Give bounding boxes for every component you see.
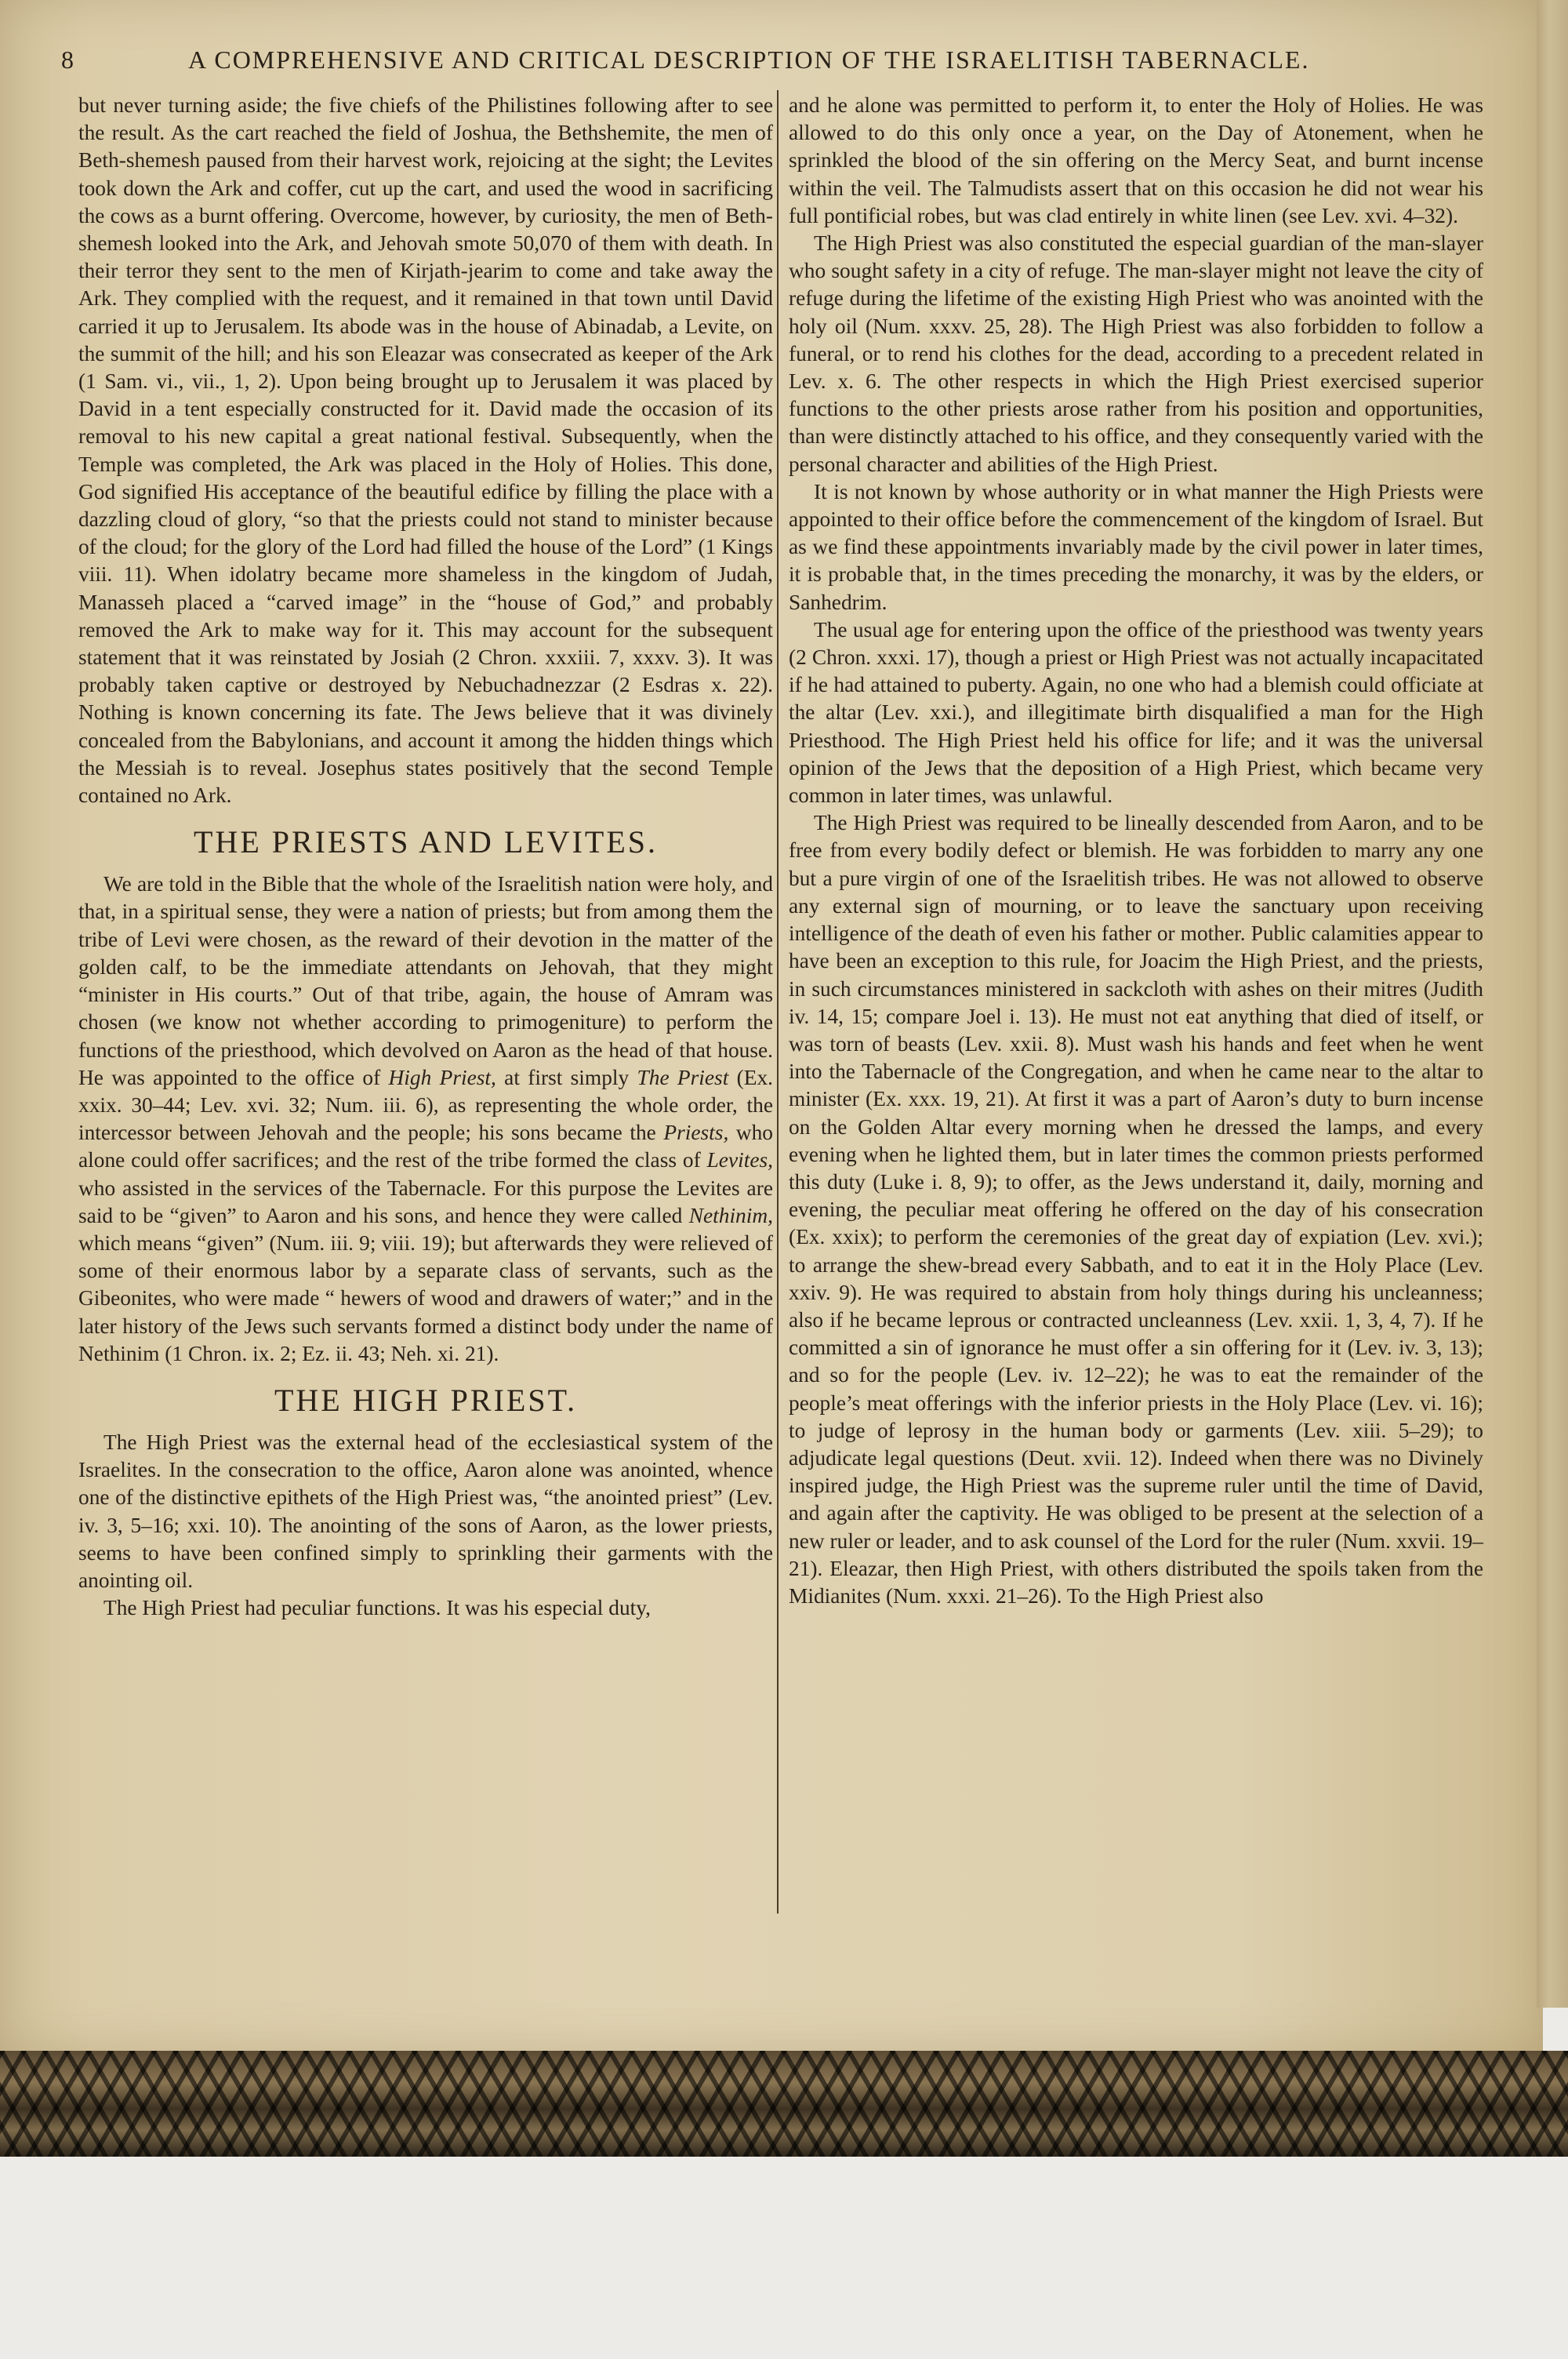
italic-term: Levites, [706, 1148, 773, 1172]
running-head [0, 45, 1543, 80]
text-run: at first simply [495, 1065, 637, 1089]
left-column [78, 92, 773, 1622]
column-divider [777, 90, 779, 1914]
text-run: which means “given” (Num. iii. 9; viii. 19); but afterwards they were relieved of some of their enormous labor by a separate class of servants, such as the Gibeonites, who were made “ hewers of wood and drawers of water;” and in the later history of the Jews such servants formed a distinct body under the name of Nethinim (1 Chron. ix. 2; Ez. ii. 43; Neh. xi. 21). [78, 1230, 773, 1365]
italic-term: High Priest, [388, 1065, 496, 1089]
heading-high-priest: THE HIGH PRIEST. [274, 1382, 578, 1418]
page-number: 8 [61, 45, 74, 74]
right-column [789, 92, 1483, 1610]
text-run: who assisted in the services of the Tabernacle. For this purpose the Levites are said to be “given” to Aaron and his sons, and hence they were called [78, 1176, 773, 1227]
paragraph-age: The usual age for entering upon the office of the priesthood was twenty years (2 Chron. xxxi. 17), though a priest or High Priest was not actually incapacitated if he had attained to puberty. Again, no one who had a blemish could officiate at the altar (Lev. xxi.), and illegitimate birth disqualified a man for the High Priesthood. The High Priest held his office for life; and it was the universal opinion of the Jews that the deposition of a High Priest, which became very common in later times, was unlawful. [789, 617, 1483, 808]
paragraph-ark-history: but never turning aside; the five chiefs of the Philistines following after to see the result. As the cart reached the field of Joshua, the Bethshemite, the men of Beth-shemesh paused from their harvest work, rejoicing at the sight; the Levites took down the Ark and coffer, cut up the cart, and used the wood in sacrificing the cows as a burnt offering. Overcome, however, by curiosity, the men of Beth-shemesh looked into the Ark, and Jehovah smote 50,070 of them with death. In their terror they sent to the men of Kirjath-jearim to come and take away the Ark. They complied with the request, and it remained in that town until David carried it up to Jerusalem. Its abode was in the house of Abinadab, a Levite, on the summit of the hill; and his son Eleazar was consecrated as keeper of the Ark (1 Sam. vi., vii., 1, 2). Upon being brought up to Jerusalem it was placed by David in a tent especially constructed for it. David made the occasion of its removal to his new capital a great national festival. Subsequently, when the Temple was completed, the Ark was placed in the Holy of Holies. This done, God signified His acceptance of the beautiful edifice by filling the place with a dazzling cloud of glory, “so that the priests could not stand to minister because of the cloud; for the glory of the Lord had filled the house of the Lord” (1 Kings viii. 11). When idolatry became more shameless in the kingdom of Judah, Manasseh placed a “carved image” in the “house of God,” and probably removed the Ark to make way for it. This may account for the subsequent statement that it was reinstated by Josiah (2 Chron. xxxiii. 7, xxxv. 3). It was probably taken captive or destroyed by Nebuchadnezzar (2 Esdras x. 22). Nothing is known concerning its fate. The Jews believe that it was divinely concealed from the Babylonians, and account it among the hidden things which the Messiah is to reveal. Josephus states positively that the second Temple contained no Ark. [78, 93, 773, 808]
running-title: A COMPREHENSIVE AND CRITICAL DESCRIPTION OF THE ISRAELITISH TABERNACLE. [188, 45, 1310, 74]
paragraph-guardian: The High Priest was also constituted the especial guardian of the man-slayer who sought safety in a city of refuge. The man-slayer might not leave the city of refuge during the lifetime of the existing High Priest who was anointed with the holy oil (Num. xxxv. 25, 28). The High Priest was also forbidden to follow a funeral, or to rend his clothes for the dead, according to a precedent related in Lev. x. 6. The other respects in which the High Priest exercised superior functions to the other priests arose rather from his position and opportunities, than were distinctly attached to his office, and they consequently varied with the personal character and abilities of the High Priest. [789, 231, 1483, 476]
paragraph-appointment: It is not known by whose authority or in what manner the High Priests were appointed to their office before the commencement of the kingdom of Israel. But as we find these appointments invariably made by the civil power in later times, it is probable that, in the times preceding the monarchy, it was by the elders, or Sanhedrim. [789, 479, 1483, 614]
text-run: who alone could offer sacrifices; and the rest of the tribe formed the class of [78, 1121, 773, 1172]
italic-term: Nethinim, [688, 1203, 773, 1227]
book-binding-edge [0, 2051, 1568, 2157]
paragraph-priests-levites [78, 871, 773, 1368]
paragraph-holy-of-holies: and he alone was permitted to perform it, to enter the Holy of Holies. He was allowed to do this only once a year, on the Day of Atonement, when he sprinkled the blood of the sin offering on the Mercy Seat, and burnt incense within the veil. The Talmudists assert that on this occasion he did not wear his full pontificial robes, but was clad entirely in white linen (see Lev. xvi. 4–32). [789, 93, 1483, 227]
paragraph-requirements: The High Priest was required to be lineally descended from Aaron, and to be free from every bodily defect or blemish. He was forbidden to marry any one but a pure virgin of one of the Israelitish tribes. He was not allowed to observe any external sign of mourning, or to leave the sanctuary upon receiving intelligence of the death of even his father or mother. Public calamities appear to have been an exception to this rule, for Joacim the High Priest, and the priests, in such circumstances ministered in sackcloth with ashes on their mitres (Judith iv. 14, 15; compare Joel i. 13). He must not eat anything that died of itself, or was torn of beasts (Lev. xxii. 8). Must wash his hands and feet when he went into the Tabernacle of the Congregation, and when he came near to the altar to minister (Ex. xxx. 19, 21). At first it was a part of Aaron’s duty to burn incense on the Golden Altar every morning when he dressed the lamps, and every evening when he lighted them, but in later times the common priests performed this duty (Luke i. 8, 9); to offer, as the Jews understand it, daily, morning and evening, the peculiar meat offering he offered on the day of his consecration (Ex. xxix); to perform the ceremonies of the great day of expiation (Lev. xvi.); to arrange the shew-bread every Sabbath, and to eat it in the Holy Place (Lev. xxiv. 9). He was required to abstain from holy things during his uncleanness; also if he became leprous or contracted uncleanness (Lev. xxii. 1, 3, 4, 7). If he committed a sin of ignorance he must offer a sin offering for it (Lev. iv. 3, 13); and so for the people (Lev. iv. 12–22); he was to eat the remainder of the people’s meat offerings with the inferior priests in the Holy Place (Lev. vi. 16); to judge of leprosy in the human body or garments (Lev. xiii. 5–29); to adjudicate legal questions (Deut. xvii. 12). Indeed when there was no Divinely inspired judge, the High Priest was the supreme ruler until the time of David, and again after the captivity. He was obliged to be present at the selection of a new ruler or leader, and to ask counsel of the Lord for the ruler (Num. xxvii. 19–21). Eleazar, then High Priest, with others distributed the spoils taken from the Midianites (Num. xxxi. 21–26). To the High Priest also [789, 811, 1483, 1608]
text-run: (Ex. xxix. 30–44; Lev. xvi. 32; Num. iii. 6), as representing the whole order, the intercessor between Jehovah and the people; his sons became the [78, 1065, 774, 1145]
paragraph-high-priest-head: The High Priest was the external head of the ecclesiastical system of the Israelites. In the consecration to the office, Aaron alone was anointed, whence one of the distinctive epithets of the High Priest was, “the anointed priest” (Lev. iv. 3, 5–16; xxi. 10). The anointing of the sons of Aaron, as the lower priests, seems to have been confined simply to sprinkling their garments with the anointing oil. [78, 1430, 773, 1592]
heading-priests-and-levites: THE PRIESTS AND LEVITES. [194, 824, 658, 860]
text-run: We are told in the Bible that the whole of the Israelitish nation were holy, and that, in a spiritual sense, they were a nation of priests; but from among them the tribe of Levi were chosen, as the reward of their devotion in the matter of the golden calf, to be the immediate attendants on Jehovah, that they might “minister in His courts.” Out of that tribe, again, the house of Amram was chosen (we know not whether according to primogeniture) to perform the functions of the priesthood, which devolved on Aaron as the head of that house. He was appointed to the office of [78, 872, 773, 1089]
italic-term: Priests, [663, 1121, 729, 1145]
paragraph-high-priest-functions: The High Priest had peculiar functions. It was his especial duty, [103, 1596, 652, 1620]
page-edge [1537, 0, 1568, 2008]
italic-term: The Priest [637, 1065, 729, 1089]
